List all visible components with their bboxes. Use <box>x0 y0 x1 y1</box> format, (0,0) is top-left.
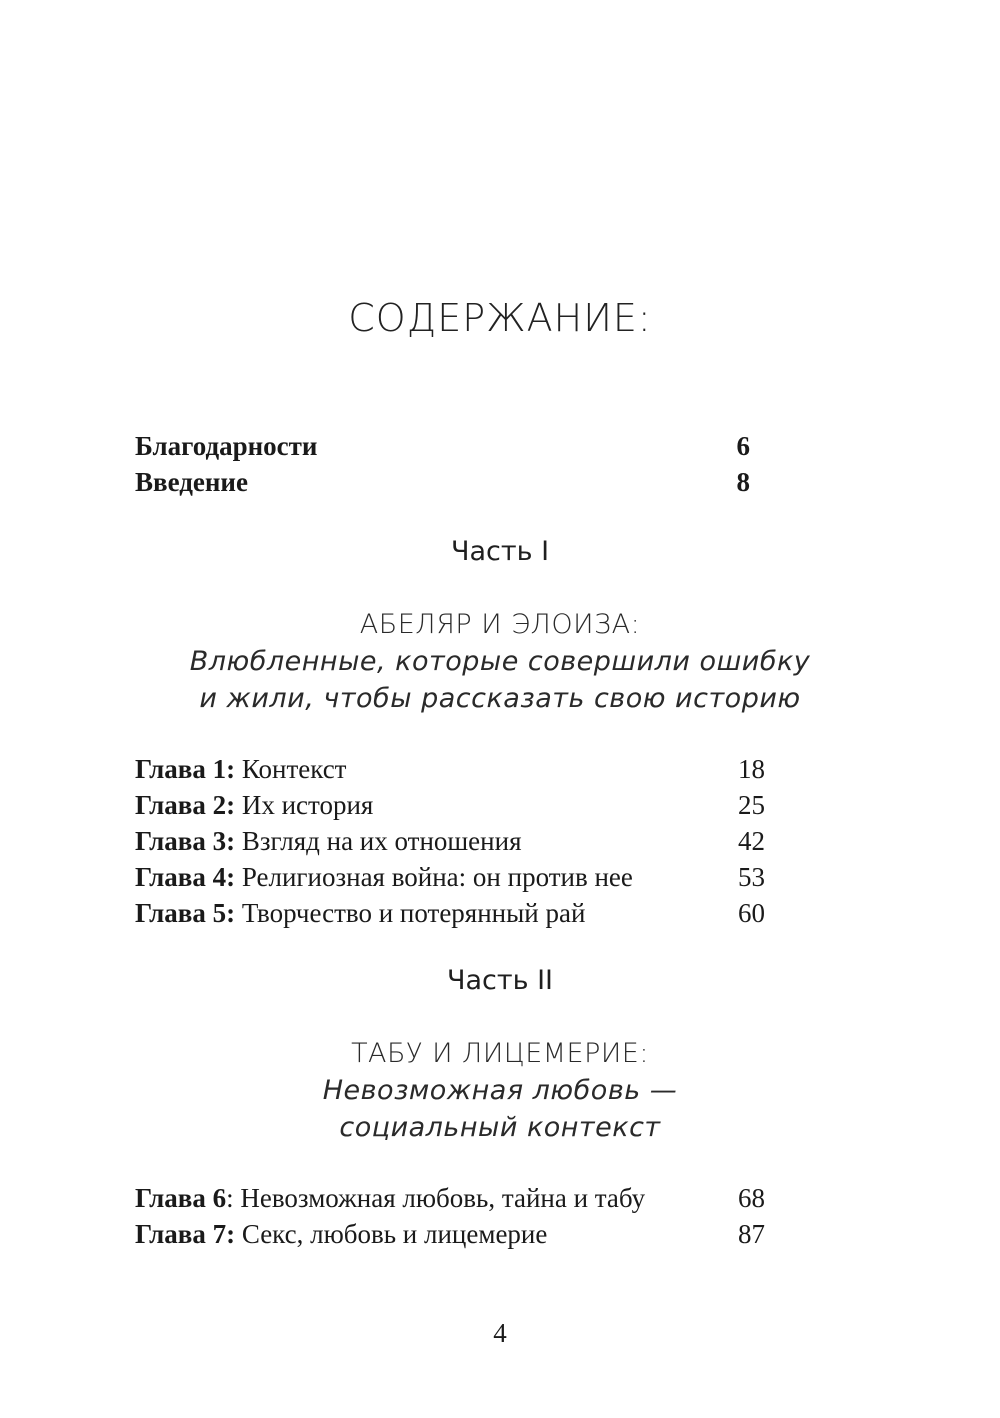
part-subtitle-line: Невозможная любовь — <box>322 1075 678 1106</box>
toc-entry-chapter[interactable] <box>135 823 765 859</box>
chapter-title: Секс, любовь и лицемерие <box>241 1219 548 1249</box>
toc-entry-label <box>135 859 633 895</box>
toc-entry-page: 68 <box>738 1183 765 1213</box>
part-title <box>0 607 1000 717</box>
toc-entry-chapter[interactable] <box>135 1180 765 1216</box>
toc-entry-page: 42 <box>738 826 765 856</box>
page-title: СОДЕРЖАНИЕ: <box>348 296 652 340</box>
toc-entry-introduction[interactable] <box>135 464 765 500</box>
toc-entry-label <box>135 1180 645 1216</box>
toc-entry-chapter[interactable] <box>135 751 765 787</box>
toc-entry-chapter[interactable] <box>135 859 765 895</box>
toc-entry-page: 60 <box>738 898 765 928</box>
part-title <box>0 1036 1000 1146</box>
toc-entry-page: 53 <box>738 862 765 892</box>
toc-entry-chapter[interactable] <box>135 895 765 931</box>
toc-entry-page: 8 <box>736 467 750 497</box>
chapter-number: Глава 3: <box>135 826 236 856</box>
chapter-title: Их история <box>241 790 374 820</box>
page-number: 4 <box>493 1318 507 1348</box>
chapter-title: Творчество и потерянный рай <box>241 898 586 928</box>
chapter-title: Взгляд на их отношения <box>241 826 522 856</box>
toc-entry-label <box>135 823 521 859</box>
chapter-number: Глава 1: <box>135 754 236 784</box>
toc-entry-page: 6 <box>736 431 750 461</box>
toc-entry-chapter[interactable] <box>135 787 765 823</box>
chapter-number: Глава 4: <box>135 862 236 892</box>
part-subtitle-line: и жили, чтобы рассказать свою историю <box>199 683 801 714</box>
toc-entry-label <box>135 787 373 823</box>
toc-entry-chapter[interactable] <box>135 1216 765 1252</box>
toc-entry-label: Введение <box>135 467 248 497</box>
toc-entry-label <box>135 751 346 787</box>
part-title-upper: ТАБУ И ЛИЦЕМЕРИЕ: <box>351 1038 649 1069</box>
chapter-number: Глава 5: <box>135 898 236 928</box>
part-heading: Часть II <box>446 965 554 996</box>
toc-entry-label <box>135 895 585 931</box>
toc-entry-label: Благодарности <box>135 431 318 461</box>
chapter-title: Контекст <box>241 754 347 784</box>
toc-entry-label <box>135 1216 547 1252</box>
part-subtitle-line: Влюбленные, которые совершили ошибку <box>189 646 811 677</box>
toc-entry-page: 25 <box>738 790 765 820</box>
chapter-number: Глава 7: <box>135 1219 236 1249</box>
part-heading: Часть I <box>450 536 550 567</box>
part-title-upper: АБЕЛЯР И ЭЛОИЗА: <box>359 609 641 640</box>
part-subtitle-line: социальный контекст <box>339 1112 661 1143</box>
chapter-separator: : <box>226 1183 234 1213</box>
chapter-number: Глава 6 <box>135 1183 227 1213</box>
toc-entry-page: 18 <box>738 754 765 784</box>
chapter-title: Невозможная любовь, тайна и табу <box>240 1183 646 1213</box>
chapter-title: Религиозная война: он против нее <box>241 862 633 892</box>
toc-entry-acknowledgements[interactable] <box>135 428 765 464</box>
toc-entry-page: 87 <box>738 1219 765 1249</box>
chapter-number: Глава 2: <box>135 790 236 820</box>
